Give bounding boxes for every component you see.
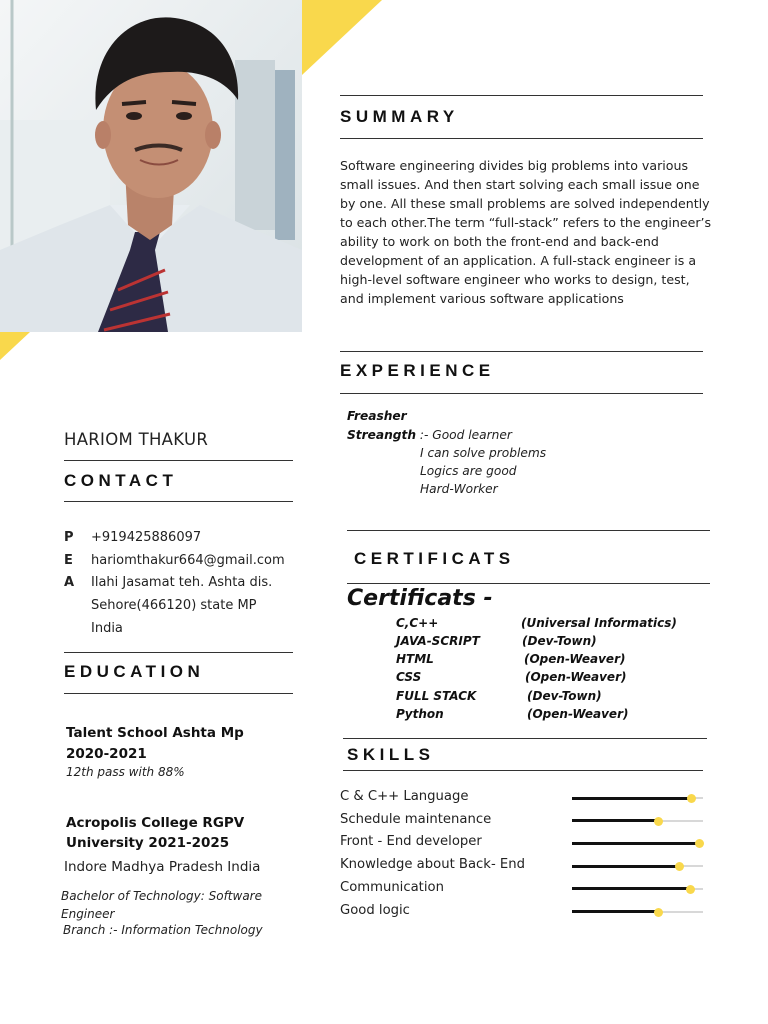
skill-level-bar [572, 911, 703, 913]
experience-rule-top [340, 351, 703, 352]
school-note: 12th pass with 88% [66, 765, 185, 779]
profile-photo [0, 0, 302, 332]
contact-rule-bottom [64, 501, 293, 502]
summary-line: ability to work on both the front-end and back-end [340, 234, 659, 249]
summary-line: development of an application. A full-stack engineer is a [340, 253, 697, 268]
summary-rule-bottom [340, 138, 703, 139]
skills-rule-bottom [343, 770, 703, 771]
experience-strength-item: I can solve problems [420, 446, 547, 460]
skill-level-dot [675, 862, 684, 871]
skill-level-fill [572, 819, 658, 822]
summary-line: high-level software engineer who works to design, test, [340, 272, 690, 287]
certificate-provider: (Universal Informatics) [521, 616, 677, 630]
skill-level-fill [572, 797, 691, 800]
contact-address-line: Sehore(466120) state MP [91, 598, 257, 613]
skills-rule-top [343, 738, 707, 739]
certificate-course: HTML [396, 652, 434, 666]
skill-level-dot [654, 817, 663, 826]
certificate-provider: (Open-Weaver) [527, 707, 629, 721]
skill-label: Schedule maintenance [340, 811, 492, 827]
skill-level-dot [695, 839, 704, 848]
accent-triangle-top [302, 0, 382, 75]
certificate-provider: (Open-Weaver) [524, 652, 626, 666]
contact-address-line: India [91, 621, 123, 636]
education-heading: EDUCATION [64, 662, 205, 681]
skill-level-fill [572, 887, 690, 890]
school-years: 2020-2021 [66, 746, 147, 762]
experience-strength: Streangth :- Good learner [347, 428, 512, 442]
certificate-course: JAVA-SCRIPT [396, 634, 480, 648]
certificates-rule-top [347, 530, 710, 531]
summary-rule-top [340, 95, 703, 96]
summary-line: small issues. And then start solving each small issue one [340, 177, 700, 192]
skill-level-bar [572, 797, 703, 799]
college-location: Indore Madhya Pradesh India [64, 859, 261, 875]
profile-name: HARIOM THAKUR [64, 430, 209, 449]
summary-line: by one. All these small problems are solved independently [340, 196, 710, 211]
experience-rule-bottom [340, 393, 703, 394]
skill-level-bar [572, 865, 703, 867]
skill-level-dot [654, 908, 663, 917]
certificate-course: C,C++ [396, 616, 439, 630]
education-rule-top [64, 652, 293, 653]
experience-heading: EXPERIENCE [340, 361, 495, 380]
summary-heading: SUMMARY [340, 107, 459, 126]
skill-level-fill [572, 910, 658, 913]
school-name: Talent School Ashta Mp [66, 725, 244, 741]
experience-status: Freasher [347, 409, 407, 423]
experience-strength-item: Hard-Worker [420, 482, 498, 496]
education-rule-bottom [64, 693, 293, 694]
skill-level-bar [572, 888, 703, 890]
summary-text [340, 156, 730, 308]
contact-address-line: Ilahi Jasamat teh. Ashta dis. [91, 575, 273, 590]
contact-email-key: E [64, 553, 73, 568]
skills-heading: SKILLS [347, 745, 435, 764]
contact-address-key: A [64, 575, 75, 590]
summary-line: and implement various software applications [340, 291, 624, 306]
skill-level-dot [686, 885, 695, 894]
college-name: Acropolis College RGPV [66, 815, 245, 831]
summary-line: to each other.The term “full-stack” refers to the engineer’s [340, 215, 712, 230]
summary-line: Software engineering divides big problems into various [340, 158, 689, 173]
skill-level-bar [572, 820, 703, 822]
contact-phone-key: P [64, 530, 74, 545]
college-degree-cont: Engineer [61, 907, 115, 921]
certificates-rule-bottom [347, 583, 710, 584]
skill-level-bar [572, 842, 703, 844]
skill-label: Knowledge about Back- End [340, 857, 525, 873]
experience-strength-item: Logics are good [420, 464, 517, 478]
skill-label: C & C++ Language [340, 789, 469, 804]
skill-label: Front - End developer [340, 834, 482, 850]
contact-rule-top [64, 460, 293, 461]
contact-phone-value: +919425886097 [91, 530, 202, 545]
certificate-course: CSS [396, 670, 422, 684]
college-degree: Bachelor of Technology: Software [61, 889, 262, 903]
certificate-provider: (Dev-Town) [527, 689, 602, 703]
accent-triangle-left [0, 332, 30, 360]
contact-heading: CONTACT [64, 471, 178, 490]
skill-level-fill [572, 865, 679, 868]
certificate-provider: (Dev-Town) [522, 634, 597, 648]
skill-label: Communication [340, 879, 444, 895]
skill-level-fill [572, 842, 699, 845]
college-branch: Branch :- Information Technology [63, 923, 263, 937]
certificate-course: FULL STACK [396, 689, 477, 703]
portrait-image [0, 0, 302, 332]
contact-email-value: hariomthakur664@gmail.com [91, 553, 285, 568]
certificate-course: Python [396, 707, 444, 721]
certificate-provider: (Open-Weaver) [525, 670, 627, 684]
college-years: University 2021-2025 [66, 835, 230, 851]
skill-label: Good logic [340, 902, 410, 918]
certificates-title: Certificats - [347, 586, 493, 611]
certificates-heading: CERTIFICATS [354, 549, 515, 568]
skill-level-dot [687, 794, 696, 803]
